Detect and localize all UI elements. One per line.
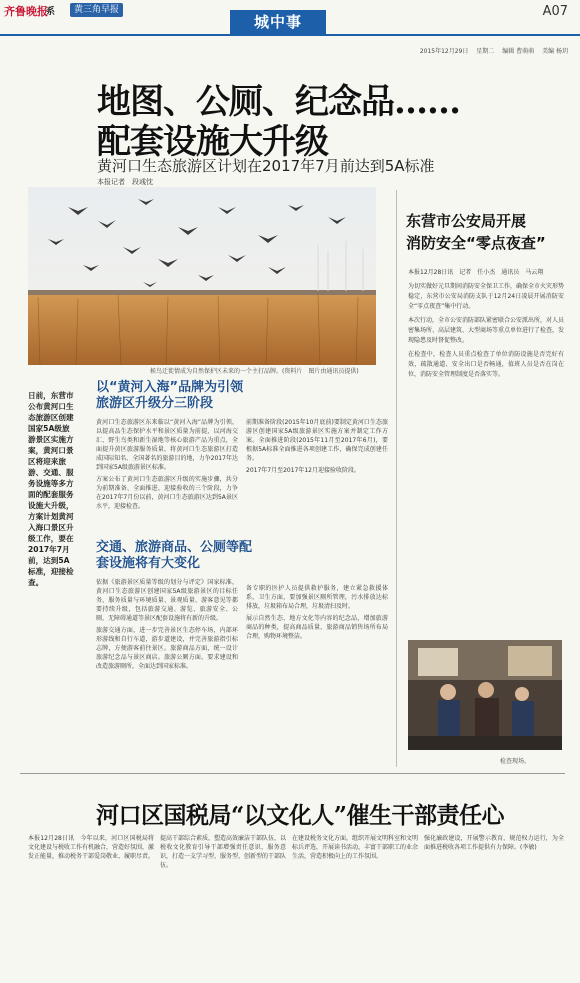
date-line [414, 46, 568, 55]
column-divider [396, 190, 397, 767]
side-paragraph: 本次行动，全市公安消防部队紧密联合公安派出所，对人员密集场所、高层建筑、大型商场等重点单位进行了检查，发现隐患及时督促整改。 [408, 317, 565, 344]
inspection-scene-image [408, 640, 562, 750]
body-column-4 [246, 584, 388, 641]
section-tab: 城中事 [230, 10, 326, 34]
bottom-paragraph: 本报12月28日讯 今年以来，河口区国税局将文化建设与税收工作有机融合，营造好氛围，激发正能量，推动税务干部爱岗敬业、履职尽责。 [28, 835, 155, 860]
migratory-birds-photo [28, 187, 376, 365]
side-headline-line-1: 东营市公安局开展 [406, 212, 527, 230]
subheadline: 黄河口生态旅游区计划在2017年7月前达到5A标准 [97, 157, 435, 175]
side-byline: 本报12月28日讯 记者 任小杰 通讯员 马云翔 [408, 269, 544, 276]
birds-over-reeds-image [28, 187, 376, 365]
bottom-paragraph: 强化廉政建设，开展警示教育，规范权力运行，为全面推进税收各项工作提供有力保障。(李敏) [424, 835, 564, 851]
side-paragraph: 在检查中，检查人员重点检查了单位消防设施是否完好有效，疏散通道、安全出口是否畅通，值班人员是否在岗在位，消防安全管理制度是否落实等。 [408, 351, 564, 378]
logo-suffix: 系 [46, 7, 56, 17]
lead-paragraph: 日前，东营市公布黄河口生态旅游区创建国家5A级旅游景区实施方案，黄河口景区将迎来旅游、交通、服务设施等多方面的配套服务设施大升级，方案计划黄河入海口景区升级工作，要在2017年7月前，达到5A标准，迎接检查。 [28, 391, 74, 587]
body-column-3 [246, 418, 388, 475]
body-paragraph: 方案公布了黄河口生态旅游区升级的实施步骤，共分为前期准备、全面推进、迎接验收的三个阶段，力争在2017年7月份以前，黄河口生态旅游区达到5A景区水平，迎接检查。 [96, 476, 238, 510]
date: 2015年12月29日 [419, 48, 469, 55]
inspection-photo [408, 640, 562, 750]
side-headline-line-2: 消防安全“零点夜查” [406, 234, 546, 252]
editor: 编辑 曹萌萌 [502, 48, 535, 55]
bottom-column-3 [292, 834, 418, 861]
body-paragraph: 前期准备阶段(2015年10月底前)要制定黄河口生态旅游区创建国家5A级旅游景区实施方案并制定工作方案。全面推进阶段(2015年11月至2017年6月)，要根据5A标准全面推进各项创建工作，确保完成创建任务。 [246, 419, 388, 462]
side-photo-caption: 检查现场。 [500, 758, 531, 765]
body-paragraph: 备专职的医护人员提供救护服务，建立紧急救援体系，卫生方面，要加强景区厕所管理，污水排放达标排放，垃圾箱布局合理，垃圾清扫及时。 [246, 585, 388, 610]
edition-badge: 黄三角早报 [70, 3, 123, 17]
header-rule [0, 34, 580, 36]
bottom-column-4 [424, 834, 564, 852]
side-paragraph: 为切实做好元旦期间消防安全保卫工作，确保全市火灾形势稳定，东营市公安局消防支队于12月24日凌晨开展消防安全“零点夜查”集中行动。 [408, 283, 565, 310]
body-column-2 [96, 578, 238, 671]
designer: 美编 杨玥 [542, 48, 568, 55]
side-headline [406, 210, 566, 254]
side-story-body [408, 268, 564, 380]
newspaper-logo: 齐鲁晚报 [4, 5, 48, 18]
bottom-column-1 [28, 834, 154, 861]
headline-line-1: 地图、公厕、纪念品…… [97, 82, 460, 122]
story-divider [20, 773, 565, 774]
bottom-column-2 [160, 834, 286, 870]
bottom-headline: 河口区国税局“以文化人”催生干部责任心 [96, 802, 504, 829]
body-paragraph: 2017年7月至2017年12月迎接验收阶段。 [246, 467, 360, 474]
body-paragraph: 依据《旅游景区质量等级的划分与评定》国家标准，黄河口生态旅游区创建国家5A级旅游景区的目标任务，服务质量与环境质量、景观质量、游客意见等都要持续升级，包括旅游交通、游览、旅游安全、公厕、无障碍通道等景区配套设施将有新的升级。 [96, 579, 238, 622]
photo-caption: 候鸟迁徙情成为自然保护区未来的一个主打品牌。(资料片 图片由通讯员提供) [150, 368, 359, 375]
headline-line-2: 配套设施大升级 [97, 122, 328, 162]
bottom-paragraph: 在建设税务文化方面，组织开展文明科室和文明标兵评选，开展读书活动，丰富干部职工的业余生活，营造积极向上的工作氛围。 [292, 835, 419, 860]
bottom-paragraph: 提高干部综合素质，塑造高效廉洁干部队伍，以税收文化教育引导干部增强责任意识、服务意识，打造一支学习型、服务型、创新型的干部队伍。 [160, 835, 287, 869]
body-column-1 [96, 418, 238, 511]
body-paragraph: 黄河口生态旅游区东来临以“黄河入海”品牌为引领，以提高品生态保护水平和景区质量为前提，以河海交汇、野生鸟类和新生湿地等核心旅游产品为重点，全面提升黄区旅游服务质量，将黄河口生态旅游区打造成国际知名、全国著名的旅游目的地，力争2017年达到国家5A级旅游景区标准。 [96, 419, 238, 471]
byline: 本报记者 段彧忱 [97, 178, 153, 186]
weekday: 星期二 [476, 48, 495, 55]
subhead-facilities: 交通、旅游商品、公厕等配套设施将有大变化 [96, 540, 253, 571]
body-paragraph: 展示自然生态、地方文化等内容的纪念品，增加旅游商品的种类，提高商品质量，旅游商品销售场所布局合理，购物环境整洁。 [246, 615, 388, 640]
page-number: A07 [542, 4, 568, 19]
body-paragraph: 旅游交通方面，进一步完善景区生态停车场，内部环形游线和自行车道，游步道建设，并完善旅游指引标志牌，方便游客前往景区。旅游商品方面，统一设计旅游纪念品与景区商店。旅游公厕方面，要求建设和改造旅游厕所，全面达到国家标准。 [96, 627, 238, 670]
subhead-brand-phases: 以“黄河入海”品牌为引领旅游区升级分三阶段 [96, 380, 244, 411]
